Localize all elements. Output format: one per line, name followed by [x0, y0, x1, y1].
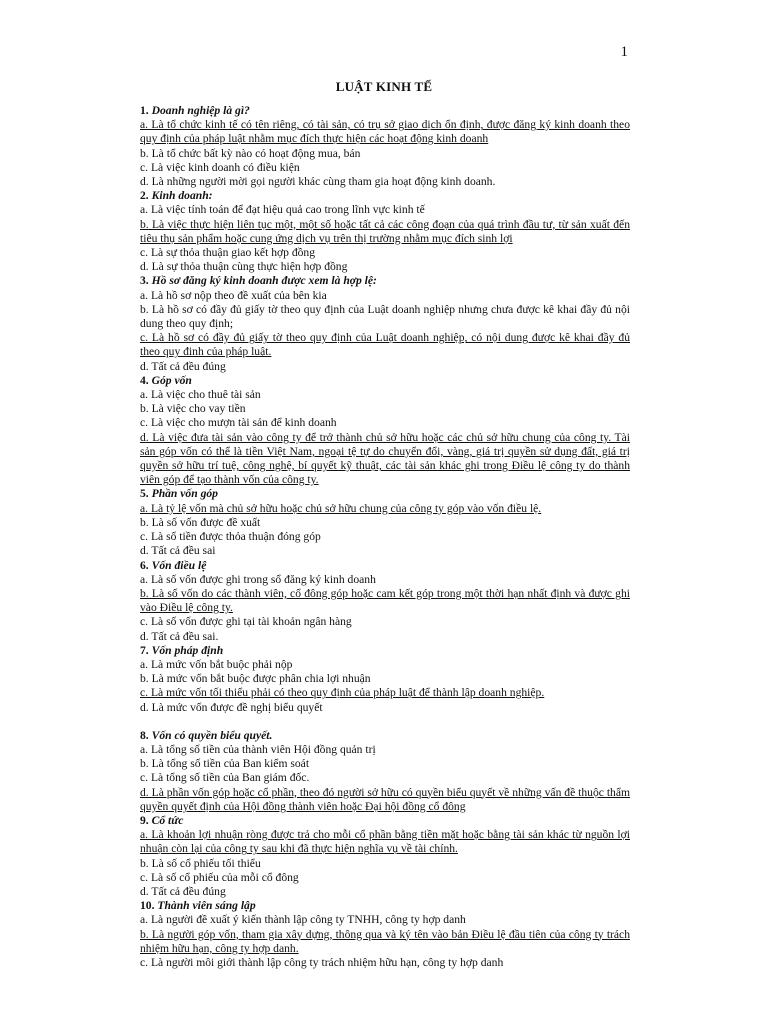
question-title [140, 274, 630, 288]
answer-option-correct: c. Là hồ sơ có đầy đủ giấy tờ theo quy định của Luật doanh nghiệp, có nội dung được kê khai đầy đủ theo quy định của pháp luật. [140, 331, 630, 359]
question-block [140, 374, 630, 488]
answer-option: d. Là mức vốn được đề nghị biểu quyết [140, 700, 323, 714]
answer-option: d. Tất cả đều đúng [140, 884, 226, 898]
question-title [140, 814, 630, 828]
question-text: Cổ tức [151, 813, 184, 827]
question-number: 9. [140, 813, 149, 827]
question-text: Phần vốn góp [151, 487, 218, 501]
question-number: 7. [140, 643, 149, 657]
question-text: Doanh nghiệp là gì? [151, 104, 250, 117]
question-text: Kinh doanh: [151, 189, 213, 203]
answer-option: c. Là số vốn được ghi tại tài khoản ngân hàng [140, 615, 352, 629]
answer-option-correct: d. Là việc đưa tài sản vào công ty để trở thành chủ sở hữu hoặc các chủ sở hữu chung của công ty. Tài sản góp vốn có thể là tiền Việt Nam, ngoại tệ tự do chuyển đổi, vàng, giá trị quyền sử dụng đất, giá trị quyền sở hữu trí tuệ, công nghệ, bí quyết kỹ thuật, các tài sản khác ghi trong Điều lệ công ty do thành viên góp để tạo thành vốn của công ty. [140, 430, 630, 487]
answer-option: d. Tất cả đều đúng [140, 359, 226, 373]
page-number: 1 [620, 44, 628, 60]
question-block [140, 559, 630, 644]
question-number: 1. [140, 104, 149, 117]
answer-option: a. Là việc cho thuê tài sản [140, 388, 261, 402]
question-number: 8. [140, 728, 149, 742]
question-text: Thành viên sáng lập [157, 899, 256, 913]
answer-option: b. Là mức vốn bắt buộc được phân chia lợi nhuận [140, 672, 371, 686]
question-title [140, 899, 630, 913]
document-title: LUẬT KINH TẾ [335, 79, 433, 94]
answer-option: b. Là việc cho vay tiền [140, 402, 246, 416]
answer-option-correct: b. Là người góp vốn, tham gia xây dựng, thông qua và ký tên vào bản Điều lệ đầu tiên của công ty trách nhiệm hữu hạn, công ty hợp danh. [140, 927, 630, 955]
question-text: Vốn điều lệ [151, 558, 207, 572]
answer-option: c. Là việc kinh doanh có điều kiện [140, 160, 300, 174]
answer-option: b. Là hồ sơ có đầy đủ giấy tờ theo quy định của Luật doanh nghiệp nhưng chưa được kê khai đầy đủ nội dung theo quy định; [140, 302, 630, 331]
answer-option-correct: b. Là việc thực hiện liên tục một, một số hoặc tất cả các công đoạn của quá trình đầu tư, từ sản xuất đến tiêu thụ sản phẩm hoặc cung ứng dịch vụ trên thị trường nhằm mục đích sinh lợi [140, 217, 630, 245]
answer-option: c. Là số cổ phiếu của mỗi cổ đông [140, 870, 299, 884]
answer-option: d. Là sự thỏa thuận cùng thực hiện hợp đồng [140, 260, 348, 274]
answer-option: a. Là mức vốn bắt buộc phải nộp [140, 657, 293, 671]
question-number: 4. [140, 373, 149, 387]
question-block [140, 104, 630, 189]
question-block [140, 487, 630, 558]
question-text: Góp vốn [151, 373, 192, 387]
answer-option: d. Tất cả đều sai [140, 544, 216, 558]
answer-option-correct: a. Là tổ chức kinh tế có tên riêng, có tài sản, có trụ sở giao dịch ổn định, được đăng ký kinh doanh theo quy định của pháp luật nhằm mục đích thực hiện các hoạt động kinh doanh [140, 118, 630, 146]
question-number: 5. [140, 487, 149, 501]
answer-option-correct: a. Là khoản lợi nhuận ròng được trả cho mỗi cổ phần bằng tiền mặt hoặc bằng tài sản khác từ nguồn lợi nhuận còn lại của công ty sau khi đã thực hiện nghĩa vụ về tài chính. [140, 828, 630, 856]
answer-option: a. Là người đề xuất ý kiến thành lập công ty TNHH, công ty hợp danh [140, 913, 466, 927]
question-title [140, 559, 630, 573]
answer-option: a. Là số vốn được ghi trong sổ đăng ký kinh doanh [140, 572, 376, 586]
answer-option-correct: b. Là số vốn do các thành viên, cổ đông góp hoặc cam kết góp trong một thời hạn nhất định và được ghi vào Điều lệ công ty. [140, 586, 630, 615]
answer-option: c. Là việc cho mượn tài sản để kinh doanh [140, 416, 337, 430]
answer-option: c. Là người môi giới thành lập công ty trách nhiệm hữu hạn, công ty hợp danh [140, 955, 504, 969]
answer-option: a. Là việc tính toán để đạt hiệu quả cao trong lĩnh vực kinh tế [140, 203, 425, 217]
question-number: 2. [140, 189, 149, 203]
answer-option: b. Là số vốn được đề xuất [140, 515, 261, 529]
answer-option-correct: a. Là tỷ lệ vốn mà chủ sở hữu hoặc chủ sở hữu chung của công ty góp vào vốn điều lệ. [140, 501, 542, 515]
blank-line [140, 715, 630, 729]
question-block [140, 729, 630, 814]
answer-option-correct: d. Là phần vốn góp hoặc cổ phần, theo đó người sở hữu có quyền biểu quyết về những vấn đề thuộc thẩm quyền quyết định của Hội đồng thành viên hoặc Đại hội đồng cổ đông [140, 785, 630, 813]
answer-option-correct: c. Là mức vốn tối thiểu phải có theo quy định của pháp luật để thành lập doanh nghiệp. [140, 686, 545, 700]
answer-option: b. Là số cổ phiếu tối thiểu [140, 856, 261, 870]
question-title [140, 189, 630, 203]
answer-option: c. Là tổng số tiền của Ban giám đốc. [140, 771, 310, 785]
answer-option: b. Là tổ chức bất kỳ nào có hoạt động mua, bán [140, 146, 361, 160]
question-block [140, 644, 630, 715]
answer-option: c. Là sự thỏa thuận giao kết hợp đồng [140, 246, 316, 260]
question-title [140, 487, 630, 501]
question-number: 6. [140, 558, 149, 572]
answer-option: b. Là tổng số tiền của Ban kiểm soát [140, 757, 310, 771]
answer-option: a. Là hồ sơ nộp theo đề xuất của bên kia [140, 288, 327, 302]
question-block [140, 899, 630, 970]
question-number: 10. [140, 899, 155, 913]
answer-option: c. Là số tiền được thỏa thuận đóng góp [140, 530, 321, 544]
question-text: Hồ sơ đăng ký kinh doanh được xem là hợp lệ: [151, 274, 377, 288]
question-title [140, 644, 630, 658]
question-title [140, 374, 630, 388]
question-number: 3. [140, 274, 149, 288]
question-text: Vốn pháp định [151, 643, 224, 657]
question-block [140, 189, 630, 274]
question-list [140, 104, 630, 970]
answer-option: d. Tất cả đều sai. [140, 629, 219, 643]
question-title [140, 729, 630, 743]
question-title [140, 104, 630, 118]
question-text: Vốn có quyền biểu quyết. [151, 728, 273, 742]
answer-option: a. Là tổng số tiền của thành viên Hội đồng quản trị [140, 742, 376, 756]
question-block [140, 814, 630, 899]
answer-option: d. Là những người mời gọi người khác cùng tham gia hoạt động kinh doanh. [140, 175, 496, 189]
question-block [140, 274, 630, 373]
